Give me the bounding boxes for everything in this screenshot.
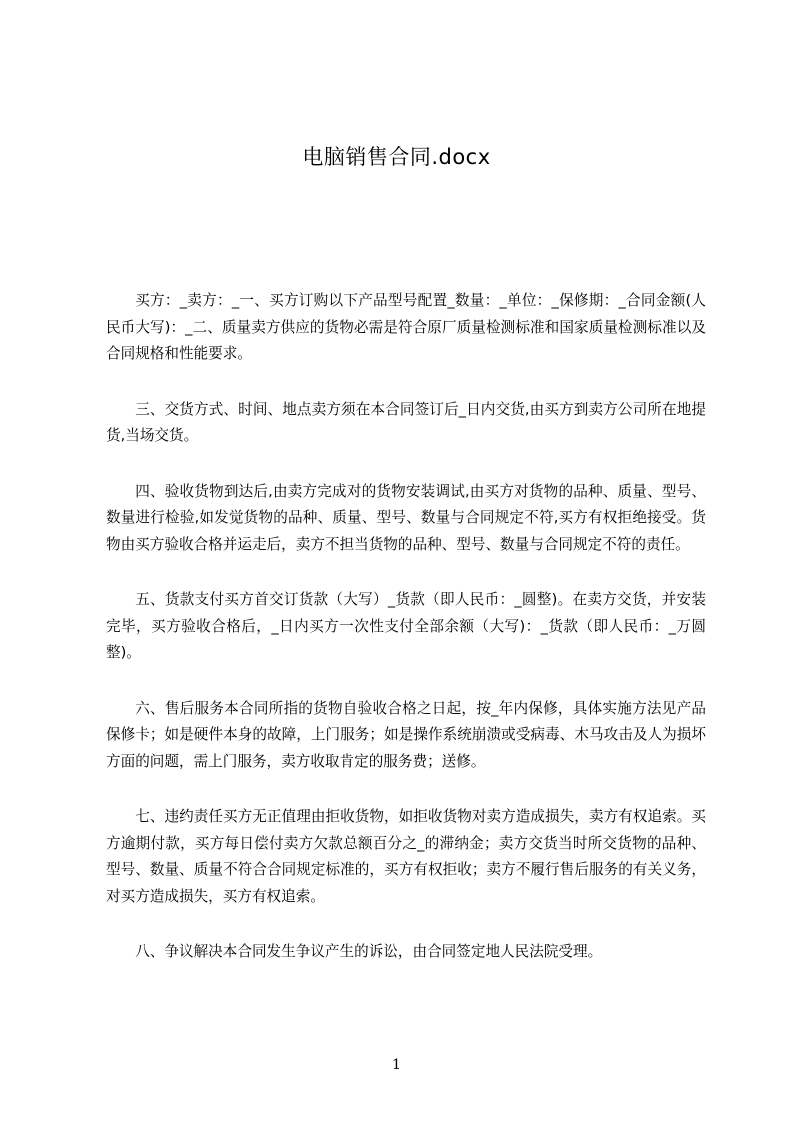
paragraph-parties-and-quality: 买方：_卖方：_一、买方订购以下产品型号配置_数量：_单位：_保修期：_合同金额(人民币大写)：_二、质量卖方供应的货物必需是符合原厂质量检测标准和国家质量检测标准以及合同规格和性能要求。 [106, 292, 706, 362]
paragraph-after-sales: 六、售后服务本合同所指的货物自验收合格之日起，按_年内保修，具体实施方法见产品保修卡；如是硬件本身的故障，上门服务；如是操作系统崩溃或受病毒、木马攻击及人为损坏方面的问题，需上门服务，卖方收取肯定的服务费；送修。 [106, 699, 706, 770]
paragraph-acceptance: 四、验收货物到达后,由卖方完成对的货物安装调试,由买方对货物的品种、质量、型号、数量进行检验,如发觉货物的品种、质量、型号、数量与合同规定不符,买方有权拒绝接受。货物由买方验收合格并运走后，卖方不担当货物的品种、型号、数量与合同规定不符的责任。 [106, 482, 706, 553]
paragraph-payment: 五、货款支付买方首交订货款（大写）_货款（即人民币：_圆整)。在卖方交货，并安装完毕，买方验收合格后，_日内买方一次性支付全部余额（大写)：_货款（即人民币：_万圆整)。 [106, 591, 706, 661]
paragraph-dispute: 八、争议解决本合同发生争议产生的诉讼，由合同签定地人民法院受理。 [135, 943, 603, 960]
paragraph-liability: 七、违约责任买方无正值理由拒收货物，如拒收货物对卖方造成损失，卖方有权追索。买方逾期付款，买方每日偿付卖方欠款总额百分之_的滞纳金；卖方交货当时所交货物的品种、型号、数量、质量不符合合同规定标准的，买方有权拒收；卖方不履行售后服务的有关义务，对买方造成损失，买方有权追索。 [106, 808, 706, 905]
page-number: 1 [392, 1057, 401, 1073]
paragraph-delivery: 三、交货方式、时间、地点卖方须在本合同签订后_日内交货,由买方到卖方公司所在地提货,当场交货。 [106, 400, 706, 444]
document-title: 电脑销售合同.docx [302, 145, 491, 169]
document-body [106, 288, 706, 995]
